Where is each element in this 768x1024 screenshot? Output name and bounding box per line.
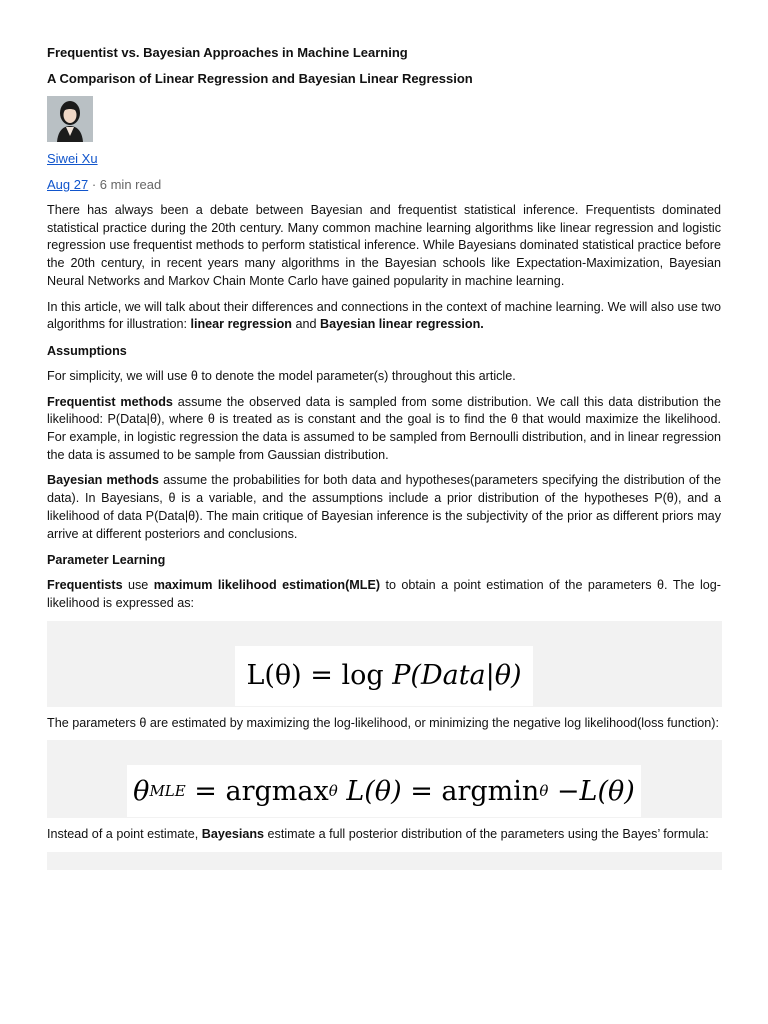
equation-block-log-likelihood	[47, 621, 722, 707]
paragraph-bayesian-posterior	[47, 826, 721, 844]
section-heading-parameter-learning: Parameter Learning	[47, 553, 166, 568]
eq2-argmax: = argmax	[185, 775, 329, 807]
frequentist-methods-term: Frequentist methods	[47, 394, 173, 409]
bayesians-term: Bayesians	[201, 827, 265, 842]
frequentists-term: Frequentists	[47, 578, 123, 593]
paragraph-maximize-likelihood: The parameters θ are estimated by maximizing the log-likelihood, or minimizing the negative log likelihood(loss function):	[47, 715, 719, 730]
mle-text-2: to obtain a point estimation of the parameters θ. The log-likelihood is expressed as:	[47, 578, 721, 610]
eq1-rhs: P(Data|θ)	[392, 660, 522, 692]
eq2-sub-mle: MLE	[149, 782, 186, 801]
article-meta	[47, 176, 721, 194]
article-title: Frequentist vs. Bayesian Approaches in Machine Learning	[47, 45, 408, 60]
bayesian-methods-text: assume the probabilities for both data and hypotheses(parameters specifying the distribution of the data). In Bayesians, θ is a variable, and the assumptions include a prior distribution of the hypotheses P(θ), and a likelihood of data P(Data|θ). The main critique of Bayesian inference is the subjectivity of the prior as different priors may arrive at different posteriors and conclusions.	[47, 473, 722, 541]
bayesian-methods-term: Bayesian methods	[47, 473, 159, 488]
mle-equation	[127, 765, 641, 817]
eq2-argmin: = argmin	[401, 775, 540, 807]
equation-block-mle	[47, 740, 722, 818]
author-name-link[interactable]: Siwei Xu	[47, 151, 98, 166]
avatar-photo	[47, 96, 93, 142]
paragraph-frequentist-methods	[47, 394, 721, 465]
posterior-text-1: Instead of a point estimate,	[47, 827, 202, 842]
mle-term: maximum likelihood estimation(MLE)	[153, 578, 381, 593]
paragraph-intro: There has always been a debate between Bayesian and frequentist statistical inference. Frequentists dominated statistical practice during the 20th century. Many common machine learning algorithms like linear regression and logistic regression use frequentist methods to perform statistical inference. While Bayesians dominated statistical practice before the 20th century, in recent years many algorithms in the Bayesian schools like Expectation-Maximization, Bayesian Neural Networks and Markov Chain Monte Carlo have gained popularity in machine learning.	[47, 203, 721, 288]
paragraph-frequentist-mle	[47, 577, 721, 612]
article-subtitle: A Comparison of Linear Regression and Bayesian Linear Regression	[47, 71, 473, 86]
equation-block-bayes-formula	[47, 852, 722, 870]
eq2-sub-theta-2: θ	[539, 782, 549, 801]
publish-date-link[interactable]: Aug 27	[47, 177, 89, 192]
paragraph-theta-notation: For simplicity, we will use θ to denote the model parameter(s) throughout this article.	[47, 368, 516, 383]
section-heading-assumptions: Assumptions	[47, 343, 127, 358]
eq1-lhs: L(θ)	[246, 660, 302, 692]
eq1-operator: = log	[301, 660, 393, 692]
article	[47, 44, 721, 878]
linear-regression-term: linear regression	[190, 317, 292, 332]
paragraph-overview-text: In this article, we will talk about their differences and connections in the context of machine learning. We will also use two algorithms for illustration:	[47, 299, 721, 332]
read-time: 6 min read	[99, 177, 162, 192]
paragraph-overview	[47, 299, 721, 334]
author-avatar[interactable]	[47, 96, 93, 142]
paragraph-bayesian-methods	[47, 472, 721, 543]
log-likelihood-equation	[235, 646, 533, 706]
bayesian-linear-regression-term: Bayesian linear regression.	[320, 317, 484, 332]
eq2-likelihood-2: −L(θ)	[548, 775, 635, 807]
meta-separator: ·	[88, 177, 100, 192]
paragraph-overview-and: and	[291, 317, 320, 332]
mle-text-1: use	[122, 578, 154, 593]
posterior-text-2: estimate a full posterior distribution of the parameters using the Bayes’ formula:	[264, 827, 709, 842]
eq2-likelihood-1: L(θ)	[337, 775, 402, 807]
frequentist-methods-text: assume the observed data is sampled from some distribution. We call this data distribution the likelihood: P(Data|θ), where θ is treated as is constant and the goal is to find the θ that would maximize the likelihood. For example, in logistic regression the data is assumed to be sampled from Bernoulli distribution, and in linear regression the data is assumed to be sample from Gaussian distribution.	[47, 394, 721, 462]
eq2-theta: θ	[133, 775, 150, 807]
eq2-sub-theta-1: θ	[328, 782, 338, 801]
